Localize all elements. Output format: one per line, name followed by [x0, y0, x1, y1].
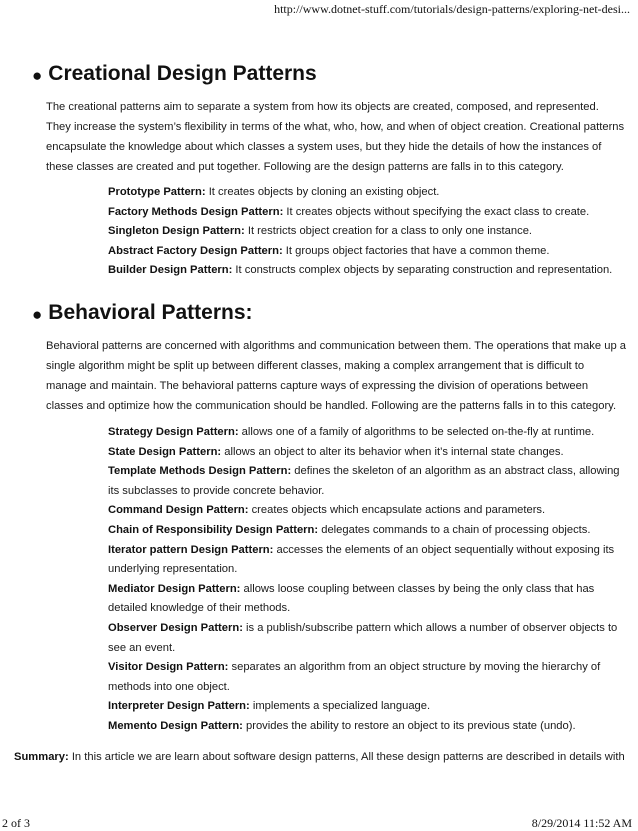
summary-label: Summary:: [14, 751, 69, 763]
list-item: Abstract Factory Design Pattern: It groups object factories that have a common theme.: [108, 244, 550, 257]
behavioral-pattern-list: [108, 423, 628, 737]
creational-pattern-list: [108, 183, 628, 281]
list-item: Chain of Responsibility Design Pattern: delegates commands to a chain of processing objects.: [108, 523, 591, 536]
page-number: 2 of 3: [2, 816, 30, 830]
list-item: Command Design Pattern: creates objects which encapsulate actions and parameters.: [108, 504, 546, 517]
list-item: Factory Methods Design Pattern: It creates objects without specifying the exact class to create.: [108, 205, 590, 218]
list-item: Observer Design Pattern: is a publish/subscribe pattern which allows a number of observer objects to see an event.: [108, 621, 618, 654]
creational-intro: The creational patterns aim to separate a system from how its objects are created, composed, and represented. They increase the system’s flexibility in terms of the what, who, how, and when of object creation. Creational patterns encapsulate the knowledge about which classes a system uses, but they hide the details of how the instances of these classes are created and put together. Following are the design patterns are falls in to this category.: [46, 101, 625, 173]
behavioral-title: Behavioral Patterns:: [48, 301, 253, 324]
bullet-icon: ●: [32, 66, 43, 85]
print-header-url: http://www.dotnet-stuff.com/tutorials/design-patterns/exploring-net-desi...: [274, 2, 630, 16]
list-item: Builder Design Pattern: It constructs complex objects by separating construction and representation.: [108, 264, 613, 277]
list-item: Strategy Design Pattern: allows one of a family of algorithms to be selected on-the-fly at runtime.: [108, 426, 595, 438]
list-item: Template Methods Design Pattern: defines the skeleton of an algorithm as an abstract class, allowing its subclasses to provide concrete behavior.: [108, 465, 620, 497]
summary-text: In this article we are learn about software design patterns, All these design patterns are described in details with: [68, 751, 625, 763]
list-item: Visitor Design Pattern: separates an algorithm from an object structure by moving the hierarchy of methods into one object.: [108, 661, 601, 693]
behavioral-heading: [32, 301, 253, 325]
list-item: Mediator Design Pattern: allows loose coupling between classes by being the only class that has detailed knowledge of their methods.: [108, 582, 595, 615]
list-item: Singleton Design Pattern: It restricts object creation for a class to only one instance.: [108, 225, 533, 238]
list-item: Iterator pattern Design Pattern: accesses the elements of an object sequentially without exposing its underlying representation.: [108, 543, 615, 576]
creational-heading: [32, 62, 317, 86]
list-item: Prototype Pattern: It creates objects by cloning an existing object.: [108, 186, 440, 198]
list-item: Memento Design Pattern: provides the ability to restore an object to its previous state (undo).: [108, 719, 576, 732]
list-item: Interpreter Design Pattern: implements a specialized language.: [108, 700, 431, 713]
print-datetime: 8/29/2014 11:52 AM: [531, 816, 632, 830]
creational-title: Creational Design Patterns: [48, 62, 317, 85]
summary-paragraph: [14, 747, 626, 767]
bullet-icon: ●: [32, 305, 43, 324]
list-item: State Design Pattern: allows an object to alter its behavior when it’s internal state changes.: [108, 445, 564, 458]
behavioral-intro: Behavioral patterns are concerned with algorithms and communication between them. The operations that make up a single algorithm might be split up between different classes, making a complex arrangement that is difficult to manage and maintain. The behavioral patterns capture ways of expressing the division of operations between classes and optimize how the communication should be handled. Following are the patterns falls in to this category.: [46, 340, 627, 412]
